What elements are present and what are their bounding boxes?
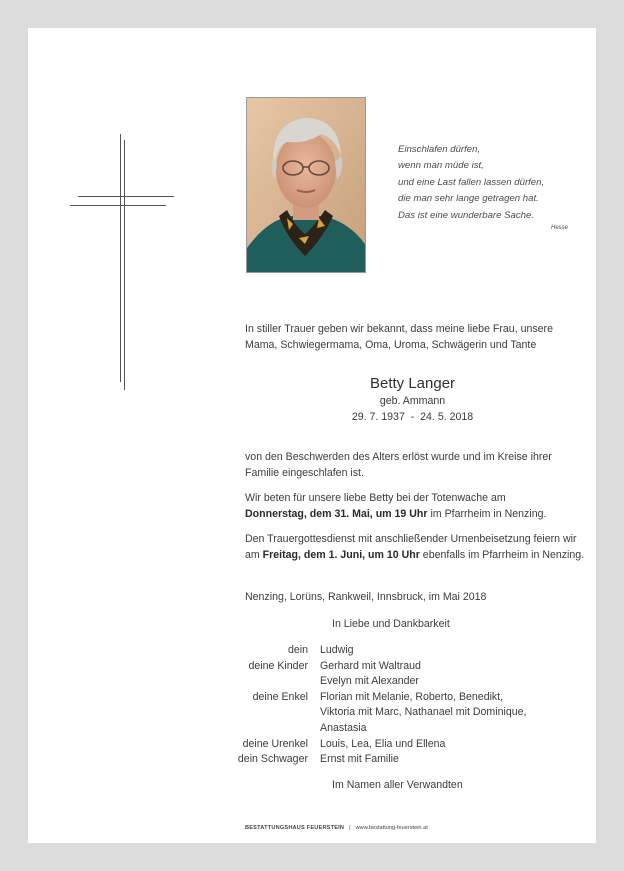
poem-author: Hesse [550,225,568,232]
family-relation: deine Enkel [252,690,308,703]
family-row [228,690,588,737]
family-name-line: Louis, Lea, Elia und Ellena [320,737,446,750]
family-names [320,752,588,768]
family-name-line: Gerhard mit Waltraud [320,659,421,672]
family-name-line: Ludwig [320,644,354,656]
poem-line: Einschlafen dürfen, [398,144,481,155]
service-text-intro: Den Trauergottesdienst mit anschließender Urnenbeisetzung feiern wir am [245,533,577,561]
love-line: In Liebe und Dankbarkeit [332,618,450,630]
obituary-page [28,28,596,843]
family-names [320,643,588,659]
wake-text-intro: Wir beten für unsere liebe Betty bei der Totenwache am [245,492,506,504]
footer [245,825,428,831]
footer-separator: | [349,825,351,831]
place-date: Nenzing, Lorüns, Rankweil, Innsbruck, im Mai 2018 [245,591,487,603]
family-name-line: Ernst mit Familie [320,753,399,766]
poem-line: Das ist eine wunderbare Sache. [398,209,534,221]
poem-line: und eine Last fallen lassen dürfen, [398,176,545,188]
family-relation: deine Kinder [248,659,308,672]
poem [398,142,568,233]
closing-line: Im Namen aller Verwandten [332,779,463,791]
family-names [320,690,588,737]
wake-location: im Pfarrheim in Nenzing. [427,507,547,520]
family-list [228,643,588,768]
family-name-line: Evelyn mit Alexander [320,675,419,688]
poem-line: wenn man müde ist, [398,160,484,172]
service-location: ebenfalls im Pfarrheim in Nenzing. [419,548,585,561]
family-row [228,659,588,690]
company-name: BESTATTUNGSHAUS FEUERSTEIN [245,825,345,831]
cross-icon [70,134,174,390]
service-datetime: Freitag, dem 1. Juni, um 10 Uhr [262,548,420,561]
service-text [245,532,585,563]
company-website-link[interactable]: www.bestattung-feuerstein.at [355,825,428,831]
wake-text [245,491,585,522]
family-name-line: Florian mit Melanie, Roberto, Benedikt, [320,690,504,703]
intro-text: In stiller Trauer geben wir bekannt, dass meine liebe Frau, unsere Mama, Schwiegermama, Oma, Uroma, Schwägerin und Tante [245,323,553,351]
passing-text: von den Beschwerden des Alters erlöst wurde und im Kreise ihrer Familie eingeschlafen ist. [245,451,552,479]
family-row [228,752,588,768]
wake-datetime: Donnerstag, dem 31. Mai, um 19 Uhr [245,507,428,520]
family-relation: dein Schwager [237,753,308,766]
family-row [228,643,588,659]
poem-line: die man sehr lange getragen hat. [398,193,539,205]
maiden-name: geb. Ammann [379,395,446,407]
deceased-info [245,374,580,425]
family-relation: dein [287,644,308,656]
deceased-name: Betty Langer [369,375,456,392]
family-relation: deine Urenkel [242,737,308,750]
family-name-line: Viktoria mit Marc, Nathanael mit Dominique, [320,706,527,719]
family-row [228,737,588,753]
life-dates: 29. 7. 1937 - 24. 5. 2018 [351,411,474,423]
portrait-photo [246,97,366,273]
family-name-line: Anastasia [320,721,367,734]
family-names [320,659,588,690]
family-names [320,737,588,753]
